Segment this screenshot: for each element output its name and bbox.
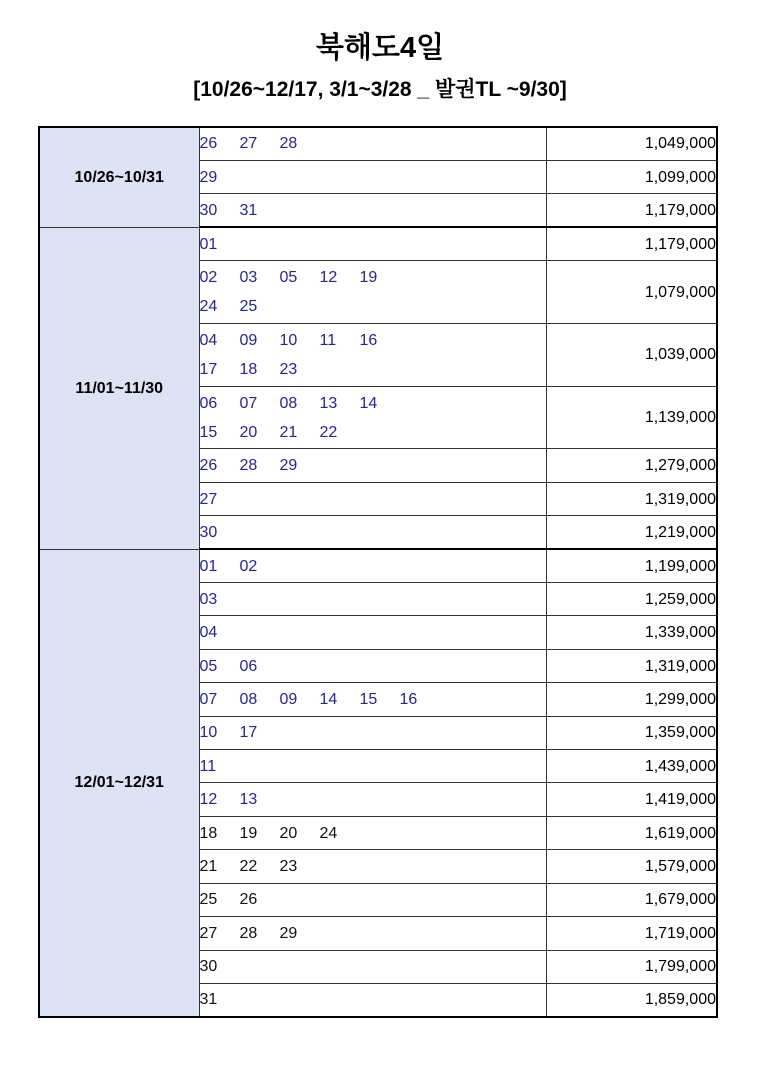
price-value: 1,799,000 xyxy=(546,950,717,983)
departure-date: 10 xyxy=(199,724,218,742)
departure-dates xyxy=(199,950,546,983)
departure-dates xyxy=(199,386,546,449)
departure-date: 07 xyxy=(199,690,218,708)
price-value: 1,439,000 xyxy=(546,750,717,783)
departure-date: 06 xyxy=(239,657,258,675)
departure-date: 09 xyxy=(279,690,298,708)
departure-date: 18 xyxy=(239,360,258,378)
date-line xyxy=(200,389,546,418)
departure-date: 30 xyxy=(199,958,218,976)
date-line xyxy=(200,485,546,514)
departure-date: 16 xyxy=(399,690,418,708)
price-value: 1,619,000 xyxy=(546,816,717,849)
date-line xyxy=(200,163,546,192)
departure-dates xyxy=(199,516,546,549)
price-value: 1,219,000 xyxy=(546,516,717,549)
departure-date: 21 xyxy=(199,858,218,875)
departure-dates xyxy=(199,227,546,260)
date-line xyxy=(200,885,546,914)
departure-date: 02 xyxy=(199,269,218,286)
departure-date: 07 xyxy=(239,394,258,412)
departure-date: 01 xyxy=(199,235,218,253)
departure-dates xyxy=(199,917,546,950)
departure-date: 25 xyxy=(199,891,218,909)
departure-dates xyxy=(199,816,546,849)
price-value: 1,859,000 xyxy=(546,983,717,1017)
departure-dates xyxy=(199,549,546,582)
price-value: 1,139,000 xyxy=(546,386,717,449)
departure-date: 11 xyxy=(199,757,217,775)
departure-date: 29 xyxy=(279,457,298,475)
date-line xyxy=(200,919,546,948)
date-line xyxy=(200,819,546,848)
departure-date: 04 xyxy=(199,624,218,642)
departure-date: 01 xyxy=(199,557,218,575)
departure-date: 15 xyxy=(199,423,218,441)
departure-date: 22 xyxy=(239,858,258,875)
price-value: 1,419,000 xyxy=(546,783,717,816)
departure-date: 05 xyxy=(279,269,298,286)
date-line xyxy=(200,355,546,384)
departure-date: 19 xyxy=(359,269,378,286)
price-table xyxy=(38,126,718,1018)
departure-date: 29 xyxy=(279,924,298,942)
departure-date: 31 xyxy=(239,201,258,219)
departure-date: 16 xyxy=(359,331,378,349)
departure-date: 12 xyxy=(199,791,218,809)
price-value: 1,179,000 xyxy=(546,194,717,227)
departure-date: 17 xyxy=(199,360,218,378)
date-line xyxy=(200,196,546,225)
date-line xyxy=(200,263,546,292)
price-value: 1,049,000 xyxy=(546,127,717,160)
departure-date: 26 xyxy=(239,891,258,909)
price-value: 1,199,000 xyxy=(546,549,717,582)
price-value: 1,179,000 xyxy=(546,227,717,260)
date-line xyxy=(200,852,546,881)
departure-date: 27 xyxy=(199,924,218,942)
date-line xyxy=(200,752,546,781)
departure-date: 14 xyxy=(319,690,338,708)
departure-date: 27 xyxy=(199,490,218,508)
departure-dates xyxy=(199,449,546,482)
departure-date: 02 xyxy=(239,557,258,575)
departure-date: 13 xyxy=(239,791,258,809)
departure-date: 09 xyxy=(239,331,258,349)
price-value: 1,079,000 xyxy=(546,261,717,324)
table-row xyxy=(39,227,717,260)
price-value: 1,299,000 xyxy=(546,683,717,716)
date-line xyxy=(200,292,546,321)
date-line xyxy=(200,129,546,158)
date-line xyxy=(200,451,546,480)
departure-date: 03 xyxy=(199,590,218,608)
table-row xyxy=(39,127,717,160)
date-line xyxy=(200,618,546,647)
departure-date: 13 xyxy=(319,394,338,412)
departure-date: 06 xyxy=(199,394,218,412)
table-row xyxy=(39,549,717,582)
departure-date: 20 xyxy=(239,423,258,441)
departure-dates xyxy=(199,160,546,193)
departure-date: 10 xyxy=(279,331,298,349)
price-value: 1,319,000 xyxy=(546,482,717,515)
departure-date: 21 xyxy=(279,423,298,441)
departure-dates xyxy=(199,750,546,783)
price-value: 1,279,000 xyxy=(546,449,717,482)
departure-date: 11 xyxy=(319,331,337,349)
price-value: 1,719,000 xyxy=(546,917,717,950)
departure-dates xyxy=(199,261,546,324)
departure-dates xyxy=(199,616,546,649)
departure-date: 27 xyxy=(239,135,258,153)
departure-date: 08 xyxy=(239,690,258,708)
price-value: 1,679,000 xyxy=(546,883,717,916)
period-label: 12/01~12/31 xyxy=(39,549,199,1017)
page-subtitle: [10/26~12/17, 3/1~3/28 _ 발권TL ~9/30] xyxy=(193,78,567,101)
date-line xyxy=(200,718,546,747)
departure-dates xyxy=(199,323,546,386)
departure-dates xyxy=(199,194,546,227)
departure-dates xyxy=(199,716,546,749)
date-line xyxy=(200,685,546,714)
departure-date: 03 xyxy=(239,269,258,286)
date-line xyxy=(200,952,546,981)
period-label: 11/01~11/30 xyxy=(39,227,199,549)
departure-dates xyxy=(199,683,546,716)
departure-date: 04 xyxy=(199,331,218,349)
departure-dates xyxy=(199,983,546,1017)
date-line xyxy=(200,652,546,681)
price-value: 1,319,000 xyxy=(546,649,717,682)
date-line xyxy=(200,518,546,547)
departure-date: 26 xyxy=(199,457,218,475)
departure-date: 22 xyxy=(319,423,338,441)
departure-date: 17 xyxy=(239,724,258,742)
departure-dates xyxy=(199,649,546,682)
date-line xyxy=(200,585,546,614)
departure-date: 24 xyxy=(199,298,218,315)
price-value: 1,359,000 xyxy=(546,716,717,749)
departure-date: 14 xyxy=(359,394,378,412)
departure-date: 08 xyxy=(279,394,298,412)
departure-date: 28 xyxy=(239,457,258,475)
departure-dates xyxy=(199,482,546,515)
departure-date: 26 xyxy=(199,135,218,153)
date-line xyxy=(200,552,546,581)
departure-date: 24 xyxy=(319,824,338,842)
departure-date: 28 xyxy=(239,924,258,942)
price-table-body xyxy=(39,127,717,1017)
departure-date: 23 xyxy=(279,360,298,378)
price-value: 1,259,000 xyxy=(546,583,717,616)
date-line xyxy=(200,985,546,1014)
departure-date: 30 xyxy=(199,201,218,219)
departure-dates xyxy=(199,850,546,883)
date-line xyxy=(200,785,546,814)
departure-date: 18 xyxy=(199,824,218,842)
departure-dates xyxy=(199,127,546,160)
departure-date: 15 xyxy=(359,690,378,708)
departure-dates xyxy=(199,583,546,616)
departure-date: 23 xyxy=(279,858,298,875)
departure-date: 19 xyxy=(239,824,258,842)
price-value: 1,339,000 xyxy=(546,616,717,649)
price-value: 1,039,000 xyxy=(546,323,717,386)
departure-date: 05 xyxy=(199,657,218,675)
departure-date: 25 xyxy=(239,298,258,315)
date-line xyxy=(200,230,546,259)
departure-date: 12 xyxy=(319,269,338,286)
departure-date: 20 xyxy=(279,824,298,842)
departure-date: 31 xyxy=(199,991,218,1009)
period-label: 10/26~10/31 xyxy=(39,127,199,227)
date-line xyxy=(200,326,546,355)
price-value: 1,579,000 xyxy=(546,850,717,883)
price-value: 1,099,000 xyxy=(546,160,717,193)
departure-date: 30 xyxy=(199,523,218,541)
departure-date: 28 xyxy=(279,135,298,153)
page-title: 북해도4일 xyxy=(315,32,445,64)
departure-dates xyxy=(199,883,546,916)
date-line xyxy=(200,418,546,447)
departure-dates xyxy=(199,783,546,816)
departure-date: 29 xyxy=(199,168,218,186)
